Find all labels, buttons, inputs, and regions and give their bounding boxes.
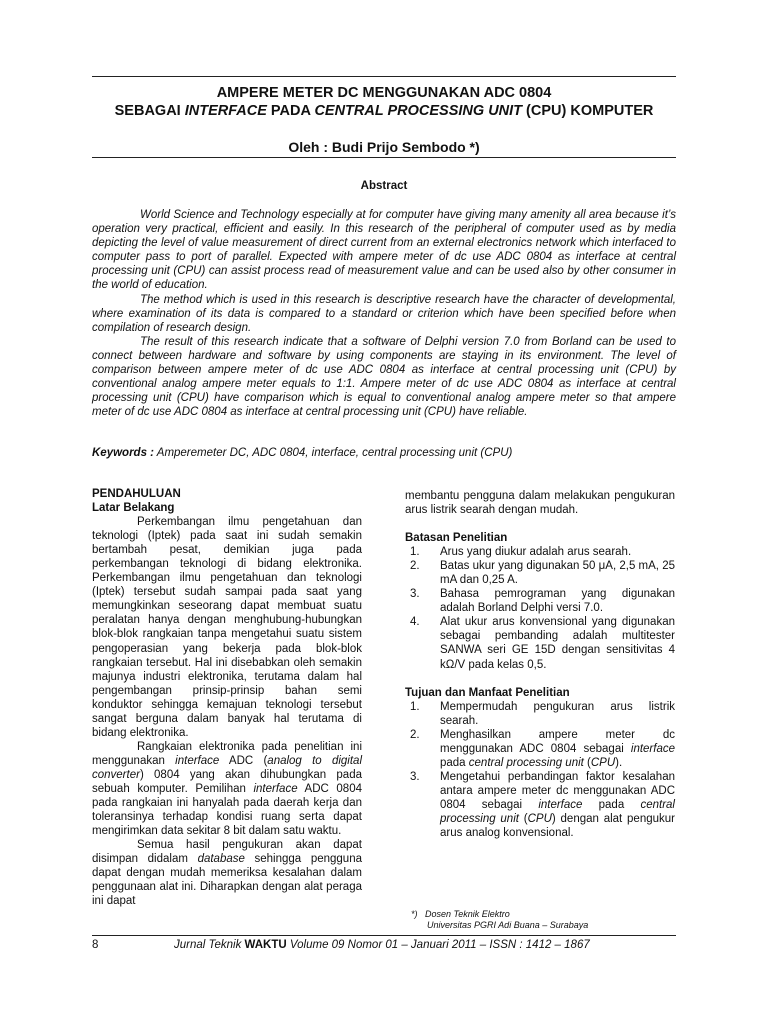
footnote-line-1: Dosen Teknik Elektro xyxy=(425,909,510,919)
keywords-text: Amperemeter DC, ADC 0804, interface, central processing unit (CPU) xyxy=(154,447,513,459)
section-heading-pendahuluan: PENDAHULUAN xyxy=(92,488,181,500)
abstract-heading: Abstract xyxy=(360,180,408,192)
subsection-heading-tujuan: Tujuan dan Manfaat Penelitian xyxy=(405,686,570,699)
abstract-paragraph-1: World Science and Technology especially at for computer have giving many amenity all area because it’s operation very practical, efficient and easily. In this research of the peripheral of computer used as by media depicting the level of value measurement of direct current from an external electronics network which interfaced to computer pass to port of parallel. Expected with ampere meter of dc use ADC 0804 as interface at central processing unit (CPU) can assist process read of measurement value and can be used also by other consumer in the world of education. xyxy=(92,209,676,292)
list-item: 1. Arus yang diukur adalah arus searah. xyxy=(410,546,632,559)
subsection-heading-latar-belakang: Latar Belakang xyxy=(92,502,175,515)
title-line-2: SEBAGAI INTERFACE PADA CENTRAL PROCESSING UNIT (CPU) KOMPUTER xyxy=(114,103,654,119)
right-column xyxy=(405,489,675,840)
left-column xyxy=(92,487,362,908)
abstract-paragraph-3: The result of this research indicate that a software of Delphi version 7.0 from Borland can be used to connect between hardware and software by using components are staying in its environment. The level of comparison between ampere meter of dc use ADC 0804 as interface at central processing unit (CPU) by conventional analog ampere meter equals to 1:1. Ampere meter of dc use ADC 0804 as interface at central processing unit (CPU) have comparison which is equal to conventional analog ampere meter so that ampere meter of dc use ADC 0804 as interface at central processing unit (CPU) have reliable. xyxy=(92,335,676,419)
list-item: 3. Mengetahui perbandingan faktor kesalahan antara ampere meter dc menggunakan ADC 0804 sebagai interface pada central processing unit (CPU) dengan alat pengukur arus analog konvensional. xyxy=(410,770,675,840)
list-item: 3. Bahasa pemrograman yang digunakan adalah Borland Delphi versi 7.0. xyxy=(410,588,675,615)
page-number: 8 xyxy=(92,939,99,951)
author-footnote xyxy=(411,909,691,931)
list-item: 1. Mempermudah pengukuran arus listrik searah. xyxy=(410,700,675,727)
body-paragraph-continued: membantu pengguna dalam melakukan pengukuran arus listrik searah dengan mudah. xyxy=(405,490,675,517)
subsection-heading-batasan: Batasan Penelitian xyxy=(405,532,508,545)
author-line: Oleh : Budi Prijo Sembodo *) xyxy=(288,139,480,155)
abstract-body xyxy=(92,208,676,419)
keywords-line xyxy=(92,446,676,460)
keywords-label: Keywords : xyxy=(92,447,154,459)
title-line-1: AMPERE METER DC MENGGUNAKAN ADC 0804 xyxy=(216,85,552,101)
tujuan-list xyxy=(405,700,675,840)
list-item: 2. Batas ukur yang digunakan 50 μA, 2,5 mA, 25 mA dan 0,25 A. xyxy=(410,560,675,587)
body-paragraph-2: Rangkaian elektronika pada penelitian ini menggunakan interface ADC (analog to digital converter) 0804 yang akan dihubungkan pada sebuah komputer. Pemilihan interface ADC 0804 pada rangkaian ini hanyalah pada daerah kerja dan toleransinya terhadap kondisi ruang serta dapat mengirimkan data sekitar 8 bit dalam satu waktu. xyxy=(92,740,363,838)
abstract-paragraph-2: The method which is used in this research is descriptive research have the character of developmental, where examination of its data is compared to a standard or criterion which have been specified before when compilation of research design. xyxy=(92,293,676,334)
footnote-mark: *) xyxy=(411,909,418,919)
list-item: 2. Menghasilkan ampere meter dc menggunakan ADC 0804 sebagai interface pada central processing unit (CPU). xyxy=(410,728,675,769)
journal-citation: Jurnal Teknik WAKTU Volume 09 Nomor 01 – Januari 2011 – ISSN : 1412 – 1867 xyxy=(174,939,590,951)
body-paragraph-1: Perkembangan ilmu pengetahuan dan teknologi (Iptek) pada saat ini sudah semakin bertambah pesat, demikian juga pada perkembangan teknologi di bidang elektronika. Perkembangan ilmu pengetahuan dan teknologi (Iptek) tersebut sudah sampai pada saat yang memungkinkan seseorang dapat membuat suatu peralatan hanya dengan menghubung-hubungkan blok-blok rangkaian tanpa mengetahui suatu sistem pengoperasian yang bekerja pada blok-blok rangkaian tersebut. Hal ini disebabkan oleh semakin majunya industri elektronika, terutama dalam hal pengembangan prinsip-prinsip bahan semi konduktor sehingga kemajuan teknologi tersebut sangat berguna dalam banyak hal terutama di bidang elektronika. xyxy=(92,516,362,739)
footer-rule xyxy=(92,935,676,936)
top-rule xyxy=(92,76,676,77)
header-bottom-rule xyxy=(92,157,676,158)
body-paragraph-3: Semua hasil pengukuran akan dapat disimpan didalam database sehingga pengguna dapat dengan mudah memeriksa kesalahan dalam penggunaan alat ini. Diharapkan dengan alat peraga ini dapat xyxy=(92,839,362,908)
batasan-list xyxy=(405,545,675,671)
footnote-line-2: Universitas PGRI Adi Buana – Surabaya xyxy=(427,920,589,930)
list-item: 4. Alat ukur arus konvensional yang digunakan sebagai pembanding adalah multitester SANWA seri GE 15D dengan sensitivitas 4 kΩ/V pada kelas 0,5. xyxy=(410,616,675,671)
